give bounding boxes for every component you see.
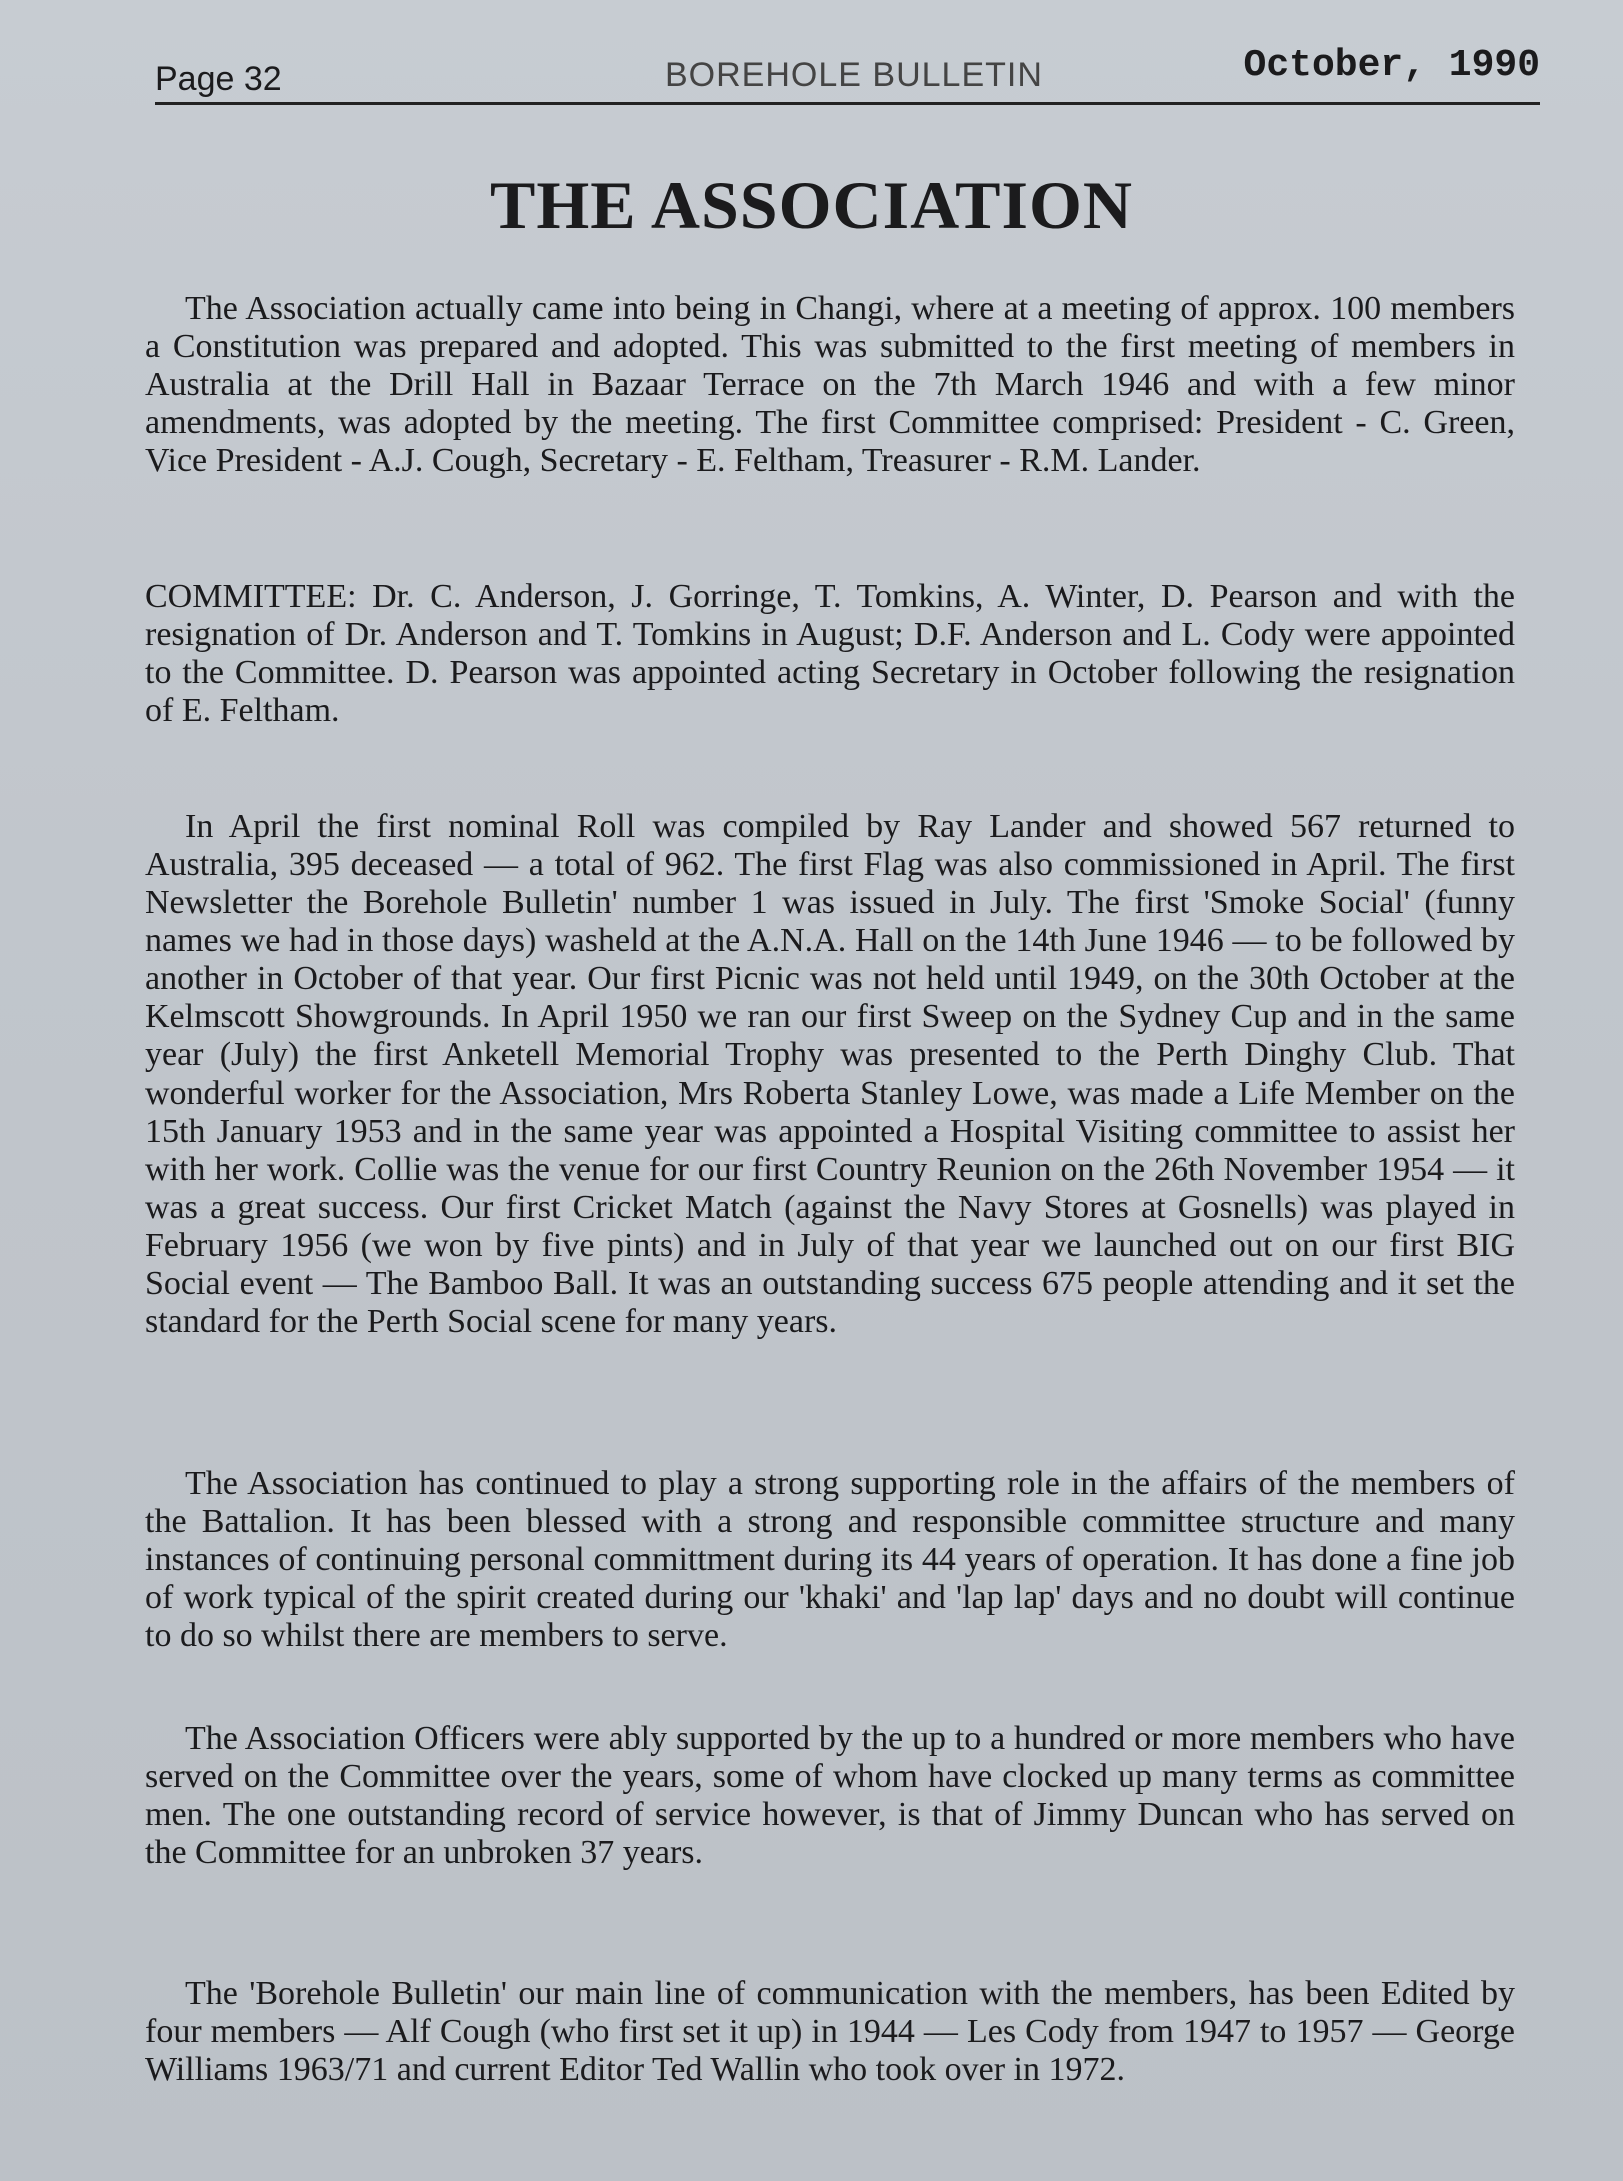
paragraph-history: In April the first nominal Roll was compiled by Ray Lander and showed 567 returned to Australia, 395 deceased — a total of 962. The first Flag was also commissioned in April. The first Newsletter the Borehole Bulletin' number 1 was issued in July. The first 'Smoke Social' (funny names we had in those days) washeld at the A.N.A. Hall on the 14th June 1946 — to be followed by another in October of that year. Our first Picnic was not held until 1949, on the 30th October at the Kelmscott Showgrounds. In April 1950 we ran our first Sweep on the Sydney Cup and in the same year (July) the first Anketell Memorial Trophy was presented to the Perth Dinghy Club. That wonderful worker for the Association, Mrs Roberta Stanley Lowe, was made a Life Member on the 15th January 1953 and in the same year was appointed a Hospital Visiting committee to assist her with her work. Collie was the venue for our first Country Reunion on the 26th November 1954 — it was a great success. Our first Cricket Match (against the Navy Stores at Gosnells) was played in February 1956 (we won by five pints) and in July of that year we launched out on our first BIG Social event — The Bamboo Ball. It was an outstanding success 675 people attending and it set the standard for the Perth Social scene for many years.: [145, 808, 1515, 1341]
page-number: Page 32: [155, 60, 282, 98]
issue-date: October, 1990: [1243, 44, 1540, 87]
paragraph-founding: The Association actually came into being in Changi, where at a meeting of approx. 100 members a Constitution was prepared and adopted. This was submitted to the first meeting of members in Australia at the Drill Hall in Bazaar Terrace on the 7th March 1946 and with a few minor amendments, was adopted by the meeting. The first Committee comprised: President - C. Green, Vice President - A.J. Cough, Secretary - E. Feltham, Treasurer - R.M. Lander.: [145, 290, 1515, 480]
paragraph-role: The Association has continued to play a strong supporting role in the affairs of the members of the Battalion. It has been blessed with a strong and responsible committee structure and many instances of continuing personal committment during its 44 years of operation. It has done a fine job of work typical of the spirit created during our 'khaki' and 'lap lap' days and no doubt will continue to do so whilst there are members to serve.: [145, 1465, 1515, 1655]
paragraph-officers: The Association Officers were ably supported by the up to a hundred or more members who have served on the Committee over the years, some of whom have clocked up many terms as committee men. The one outstanding record of service however, is that of Jimmy Duncan who has served on the Committee for an unbroken 37 years.: [145, 1720, 1515, 1872]
paragraph-committee: COMMITTEE: Dr. C. Anderson, J. Gorringe, T. Tomkins, A. Winter, D. Pearson and with the resignation of Dr. Anderson and T. Tomkins in August; D.F. Anderson and L. Cody were appointed to the Committee. D. Pearson was appointed acting Secretary in October following the resignation of E. Feltham.: [145, 578, 1515, 730]
page-header: [155, 42, 1540, 105]
publication-name: BOREHOLE BULLETIN: [665, 56, 1043, 94]
paragraph-bulletin: The 'Borehole Bulletin' our main line of communication with the members, has been Edited by four members — Alf Cough (who first set it up) in 1944 — Les Cody from 1947 to 1957 — George Williams 1963/71 and current Editor Ted Wallin who took over in 1972.: [145, 1975, 1515, 2089]
page-title: THE ASSOCIATION: [490, 166, 1133, 243]
